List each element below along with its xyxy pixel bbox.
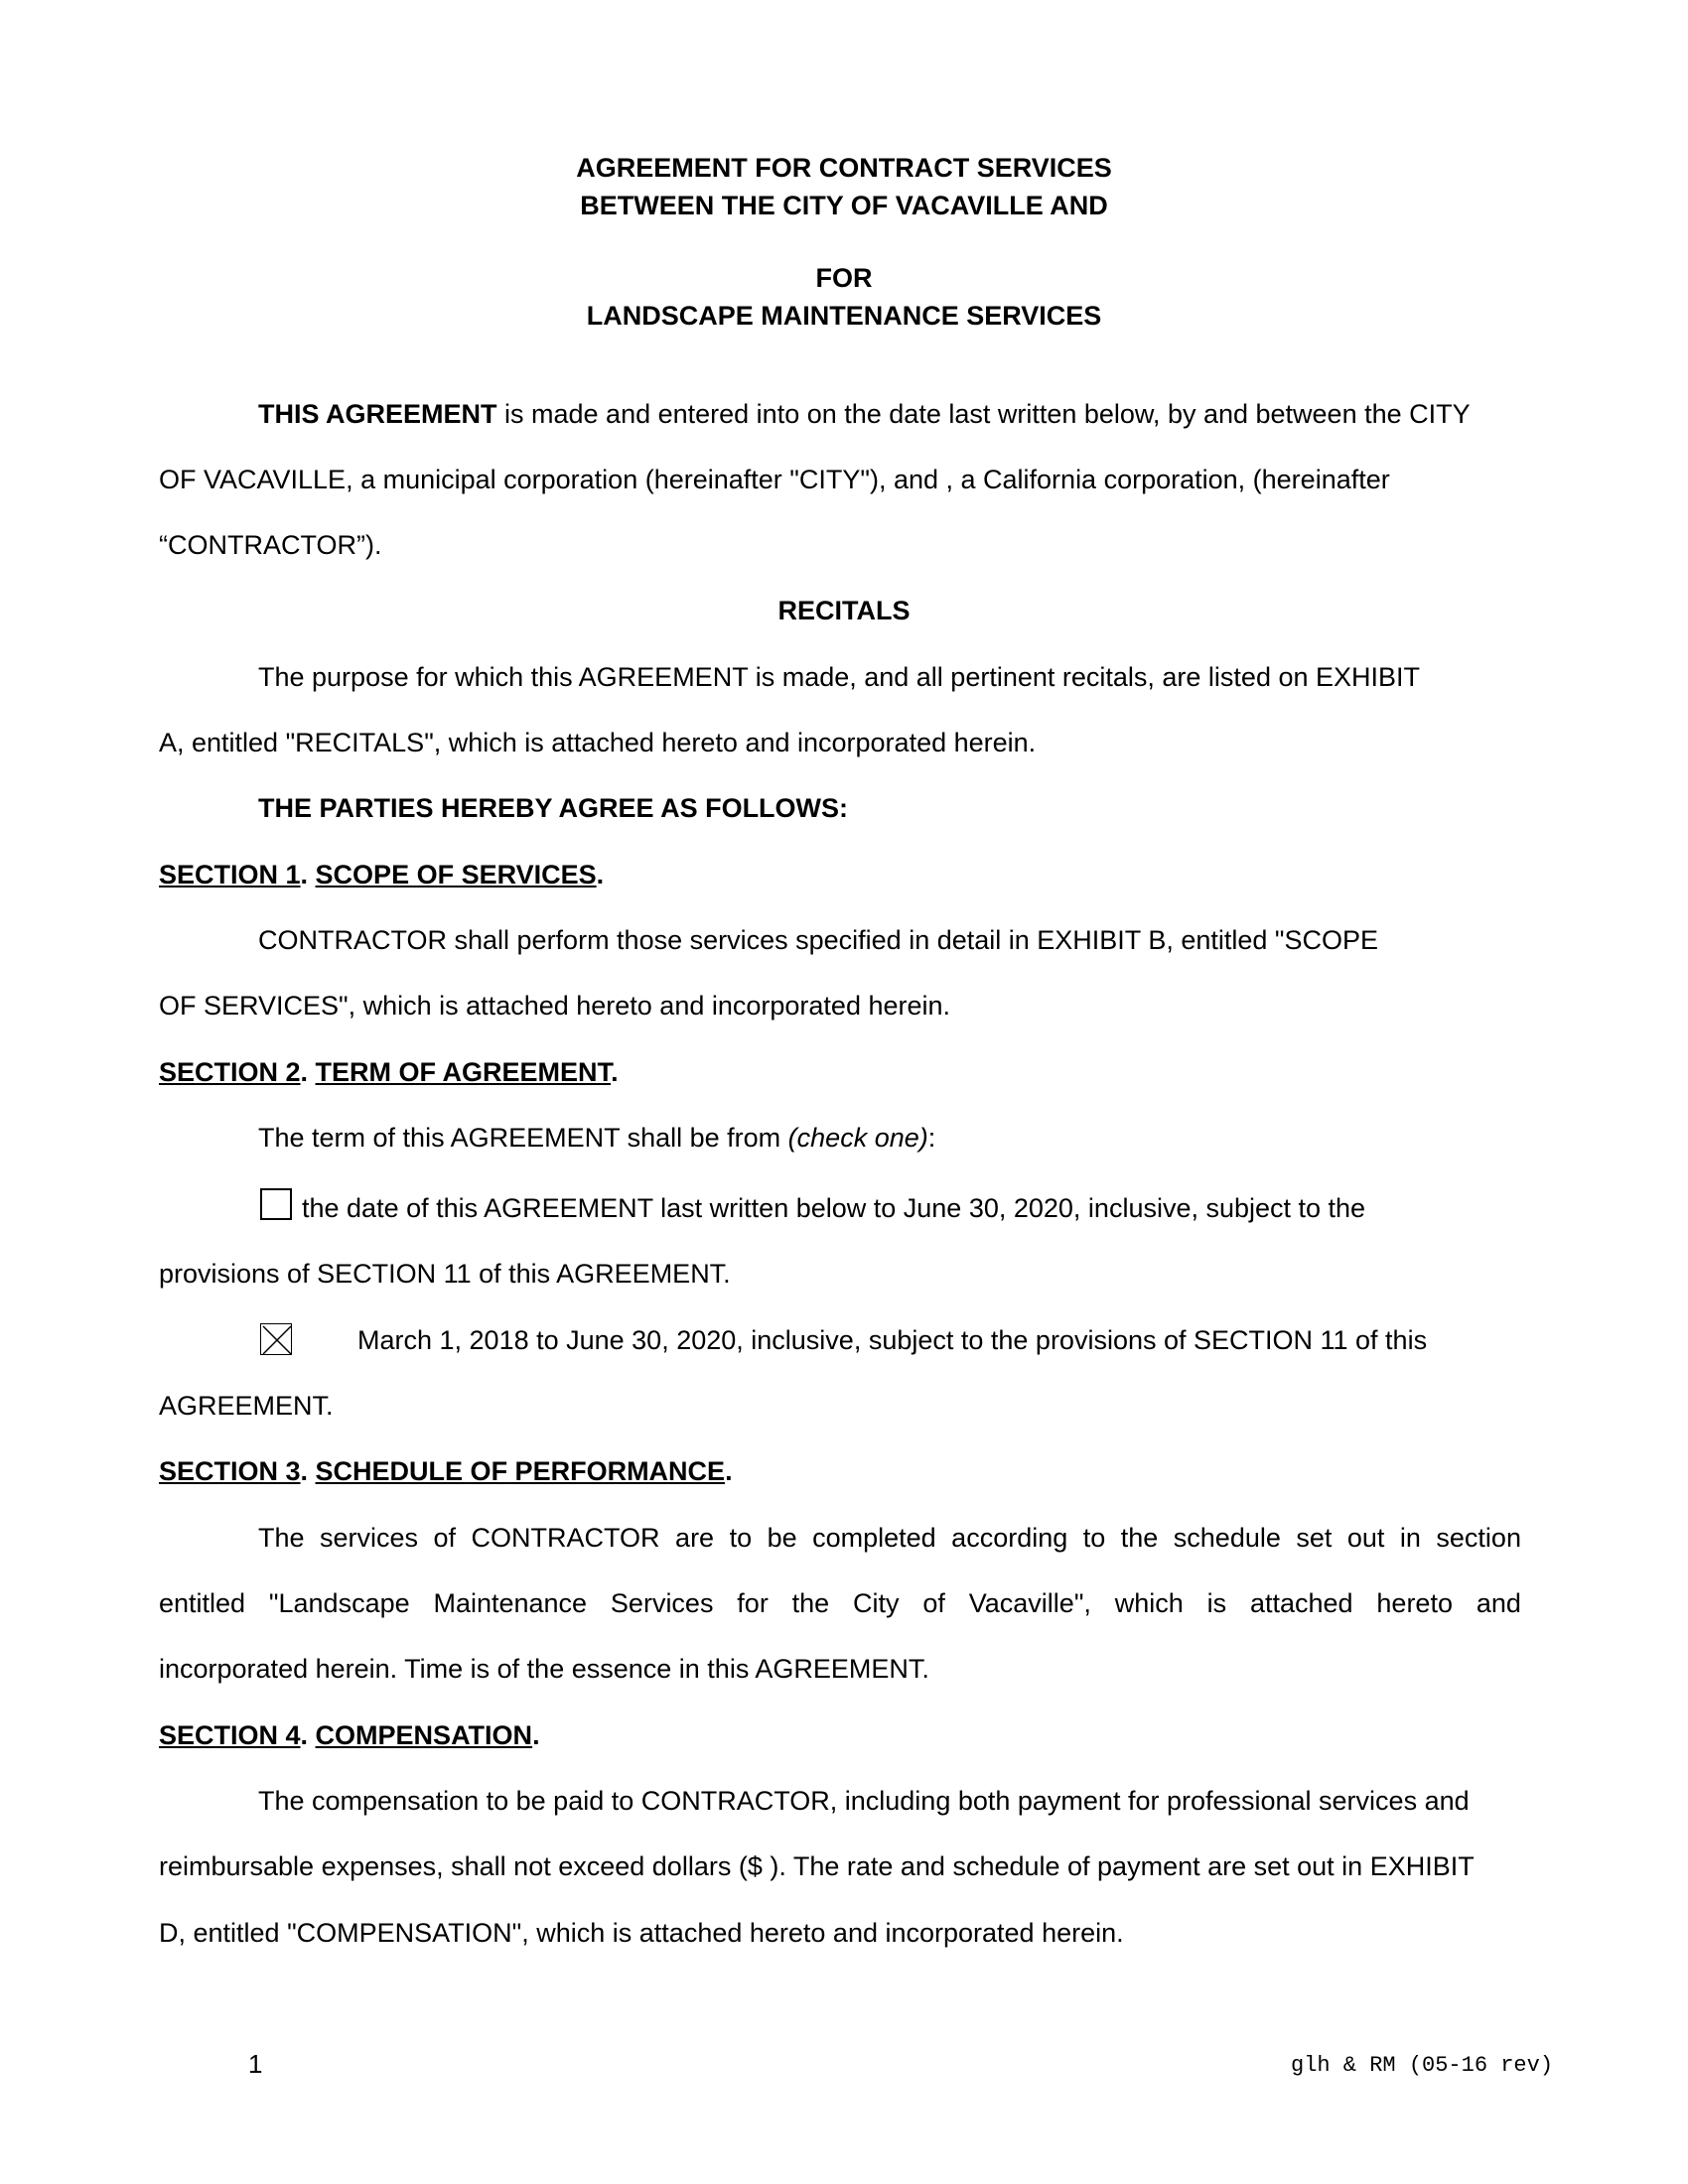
section-1-line-1: CONTRACTOR shall perform those services specified in detail in EXHIBIT B, entitled "SCOPE [258,925,1379,955]
justified-word: City [853,1588,900,1618]
title-line-1: AGREEMENT FOR CONTRACT SERVICES [576,153,1112,183]
section-2-intro-text: The term of this AGREEMENT shall be from [258,1123,788,1153]
justified-word: which [1114,1588,1184,1618]
section-3-line-2 [159,1586,1521,1620]
intro-lead: THIS AGREEMENT [258,399,497,429]
intro-line-3: “CONTRACTOR”). [159,530,382,560]
justified-word: Vacaville", [968,1588,1091,1618]
justified-word: completed [812,1523,936,1553]
term-option-2-line-1: March 1, 2018 to June 30, 2020, inclusive, subject to the provisions of SECTION 11 of this [357,1325,1428,1355]
term-option-2-checkbox[interactable] [260,1323,292,1355]
section-4-line-1: The compensation to be paid to CONTRACTOR, including both payment for professional services and [258,1786,1470,1816]
term-option-1-line-2: provisions of SECTION 11 of this AGREEMENT. [159,1259,731,1289]
justified-word: CONTRACTOR [471,1523,660,1553]
justified-word: is [1206,1588,1227,1618]
justified-word: hereto [1376,1588,1453,1618]
checkbox-x-mark-icon [261,1324,293,1356]
section-2-label: SECTION 2 [159,1057,301,1087]
section-3-label: SECTION 3 [159,1456,301,1486]
section-4-heading: SECTION 4. COMPENSATION. [159,1720,540,1750]
title-for: FOR [815,263,873,293]
recitals-heading: RECITALS [777,596,911,625]
justified-word: the [791,1588,830,1618]
section-2-intro [258,1121,935,1155]
justified-word: "Landscape [268,1588,410,1618]
section-4-title: COMPENSATION [315,1720,533,1750]
section-3-line-1 [258,1521,1521,1555]
term-option-1-checkbox[interactable] [260,1188,292,1220]
parties-agree: THE PARTIES HEREBY AGREE AS FOLLOWS: [258,793,849,823]
justified-word: set [1296,1523,1333,1553]
section-2-intro-colon: : [927,1123,936,1153]
section-4-line-2: reimbursable expenses, shall not exceed dollars ($ ). The rate and schedule of payment are set out in EXHIBIT [159,1851,1475,1881]
recitals-line-2: A, entitled "RECITALS", which is attached hereto and incorporated herein. [159,728,1037,757]
page-number: 1 [248,2049,263,2079]
justified-word: and [1476,1588,1521,1618]
title-line-2: BETWEEN THE CITY OF VACAVILLE AND [580,191,1108,220]
justified-word: section [1436,1523,1521,1553]
intro-line-1 [258,397,1471,431]
justified-word: to [1082,1523,1106,1553]
justified-word: services [320,1523,419,1553]
section-3-heading: SECTION 3. SCHEDULE OF PERFORMANCE. [159,1456,733,1486]
check-one-note: (check one) [787,1123,928,1153]
intro-line-1-rest: is made and entered into on the date last written below, by and between the CITY [496,399,1471,429]
term-option-1-line-1: the date of this AGREEMENT last written below to June 30, 2020, inclusive, subject to the [302,1193,1366,1223]
justified-word: the [1120,1523,1159,1553]
justified-word: according [951,1523,1068,1553]
section-2-heading: SECTION 2. TERM OF AGREEMENT. [159,1057,619,1087]
justified-word: schedule [1173,1523,1281,1553]
section-1-title: SCOPE OF SERVICES [315,860,597,889]
justified-word: Maintenance [433,1588,588,1618]
justified-word: for [737,1588,769,1618]
subtitle: LANDSCAPE MAINTENANCE SERVICES [586,301,1102,331]
revision-code: glh & RM (05-16 rev) [1291,2053,1554,2078]
section-2-title: TERM OF AGREEMENT [315,1057,612,1087]
justified-word: attached [1249,1588,1353,1618]
section-4-line-3: D, entitled "COMPENSATION", which is attached hereto and incorporated herein. [159,1918,1124,1948]
justified-word: The [258,1523,305,1553]
intro-line-2: OF VACAVILLE, a municipal corporation (hereinafter "CITY"), and , a California corporation, (hereinafter [159,465,1390,494]
section-3-title: SCHEDULE OF PERFORMANCE [315,1456,726,1486]
justified-word: of [922,1588,945,1618]
justified-word: Services [610,1588,714,1618]
section-1-line-2: OF SERVICES", which is attached hereto and incorporated herein. [159,991,951,1021]
justified-word: of [433,1523,457,1553]
term-option-2-line-2: AGREEMENT. [159,1391,334,1421]
section-1-heading: SECTION 1. SCOPE OF SERVICES. [159,860,605,889]
justified-word: in [1399,1523,1421,1553]
justified-word: are [675,1523,715,1553]
justified-word: out [1346,1523,1385,1553]
section-1-label: SECTION 1 [159,860,301,889]
section-4-label: SECTION 4 [159,1720,301,1750]
justified-word: entitled [159,1588,246,1618]
justified-word: be [767,1523,797,1553]
justified-word: to [729,1523,753,1553]
recitals-line-1: The purpose for which this AGREEMENT is made, and all pertinent recitals, are listed on EXHIBIT [258,662,1421,692]
section-3-line-3: incorporated herein. Time is of the essence in this AGREEMENT. [159,1654,929,1684]
